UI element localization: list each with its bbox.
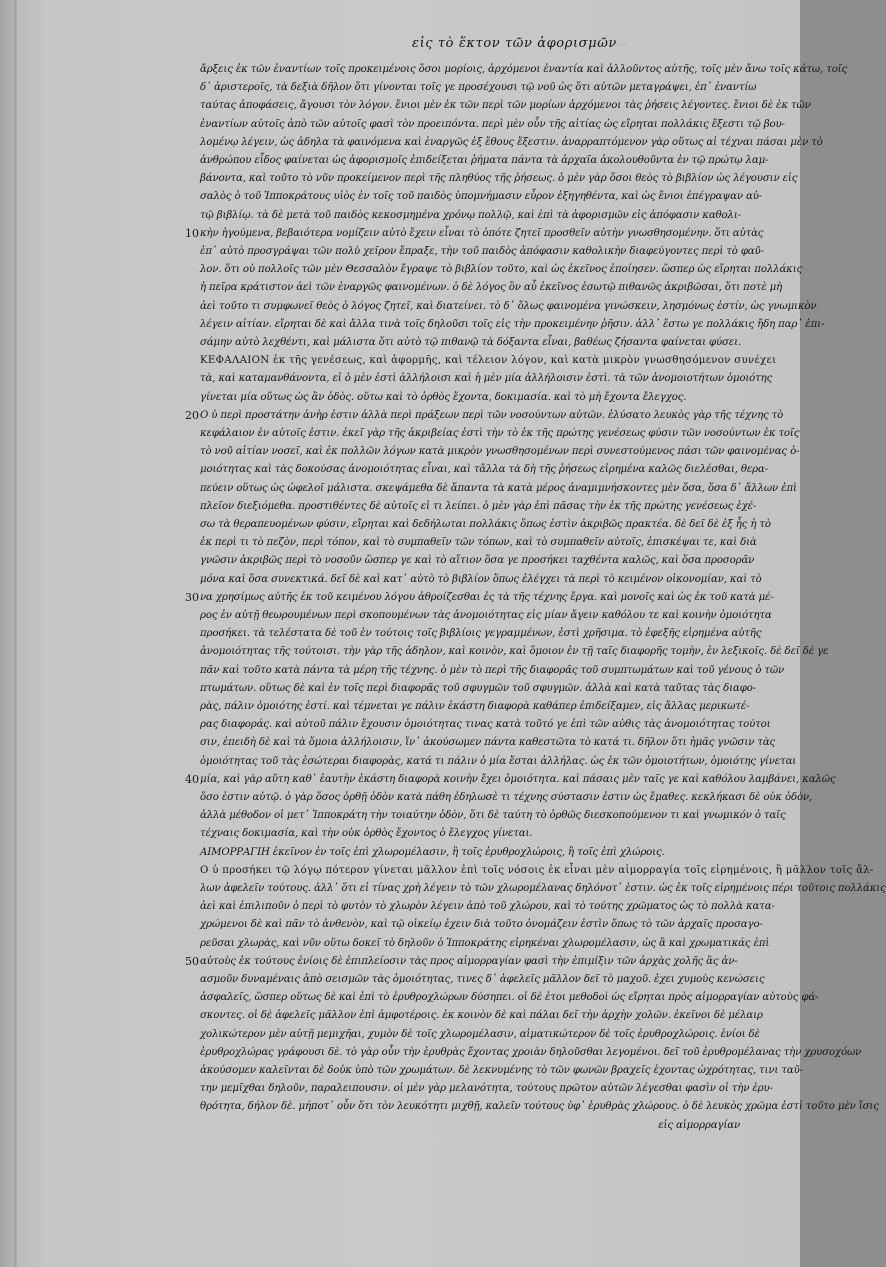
text-line: να χρησίμως αὐτῆς ἐκ τοῦ κειμένου λόγου ἀθροίζεσθαι ἐς τὰ τῆς τέχνης ἔργα. καὶ μονοῖς καὶ ὡς ἐκ τοῦ κατὰ μέ- [200,591,774,603]
text-line: πτωμάτων. οὕτως δὲ καὶ ἐν τοῖς περὶ διαφορᾶς τοῦ σφυγμῶν τοῦ σφυγμῶν. ἀλλὰ καὶ κατὰ ταῦτας τὰς διαφο- [200,682,756,694]
text-line: λον. ὅτι οὐ πολλοῖς τῶν μὲν Θεσσαλὸν ἔγραψε τὸ βιβλίον τοῦτο, καὶ ὡς ἐκεῖνος ἐποίησεν. ὥσπερ ὡς εἴρηται πολλάκις [200,264,803,276]
text-line: ΚΕΦΑΛΑΙΟΝ ἐκ τῆς γενέσεως, καὶ ἀφορμῆς, καὶ τέλειον λόγον, καὶ κατὰ μικρὸν γνωσθησόμενον συνέχει [200,355,777,367]
text-line: σιν, ἐπειδὴ δὲ καὶ τὰ ὅμοια ἀλλήλοισιν, ἵν᾽ ἀκούσωμεν πάντα καθεστῶτα τὸ κατά τι. δῆλον ὅτι ἡμᾶς γνῶσιν τὰς [200,737,776,749]
text-line: εἰς αἱμορραγίαν [658,1119,740,1131]
text-line: ἐπ᾽ αὐτὸ προσγράψαι τῶν πολὺ χεῖρον ἔπραξε, τὴν τοῦ παιδὸς ἀπόφασιν καθολικὴν διαφεύγοντες περὶ τὸ φαῦ- [200,246,764,257]
text-line: μόνα καὶ ὅσα συνεκτικά. δεῖ δὲ καὶ κατ᾽ αὐτὸ τὸ βιβλίον ὅπως ἐλέγχει τὰ περὶ τὸ κειμένον οἰκονομίαν, καὶ τὸ [200,573,762,585]
text-line: γνῶσιν ἀκριβῶς περὶ τὸ νοσοῦν ὥσπερ γε καὶ τὸ αἴτιον ὅσα γε προσήκει ταχθέντα καλῶς, καὶ ὅσα προσορᾶν [200,555,755,567]
text-line: ἀνομοιότητας τῆς τούτοισι. τὴν γὰρ τῆς ἀδηλον, καὶ κοινὸν, καὶ ὅμοιον ἐν τῇ ταῖς διαφορῆς τομὴν, ἐν λεξικοῖς. δὲ δεῖ δὲ γε [200,646,829,658]
show-through-folio: ꞏꞏꞏ [616,39,630,52]
text-line: μοιότητας καὶ τὰς δοκούσας ἀνομοιότητας εἶναι, καὶ τἄλλα τὰ δὴ τῆς ῥήσεως εἰρημένα καλῶς διελέσθαι, θερα- [200,464,769,476]
text-line: Ο ὐ περὶ προστάτην ἀνὴρ ἐστιν ἀλλὰ περὶ πράξεων περὶ τῶν νοσούντων αὐτῶν. ἐλύσατο λευκὸς γὰρ τῆς τέχνης τὸ [200,409,784,421]
text-line: λομένῳ λέγειν, ὡς ἀδηλα τὰ φαινόμενα καὶ ἐναργῶς ἐξ ἔθους ἔξεστιν. ἀναρραπτόμενον γὰρ οὕτως αἱ τέχναι πάσαι μὲν τὸ [200,136,823,148]
text-line: λέγειν αἰτίαν. εἴρηται δὲ καὶ ἄλλα τινὰ τοῖς δηλοῦσι τοῖς εἰς τὴν προκειμένην ῥῆσιν. ἀλλ᾽ ἔστω γε πολλάκις ἤδη παρ᾽ ἐπι- [200,318,825,330]
text-line: χρώμενοι δὲ καὶ πᾶν τὸ ἀνθενὸν, καὶ τῷ οἰκείῳ ἐχειν διὰ τοῦτο ὀνομάζειν ἐστὶν ὅπως τὸ τῶν ἀρχαῖς προσαγο- [200,919,763,931]
text-line: λων ἀφελεῖν τούτους. ἀλλ᾽ ὅτι εἰ τίνας χρὴ λέγειν τὸ τῶν χλωρομέλανας δηλόνοτ᾽ ἐστιν. ὡς ἐκ τοῖς εἰρημένοις πέρι τοῦτοις πολλάκις [200,883,886,894]
text-line: ἀκούσομεν καλεῖνται δὲ δοὐκ ὑπὸ τῶν χρωμάτων. δὲ λεκνυμένης τὸ τῶν φωνῶν βραχεῖς ἐχοντας ὠχρότητας, τινι ταῦ- [200,1065,803,1076]
text-line: γίνεται μία οὕτως ὡς ἂν ὁδὸς. οὕτω καὶ τὸ ὀρθὸς ἔχοντα, δοκιμασία. καὶ τὸ μὴ ἔχοντα ἔλεγχος. [200,391,687,403]
page-gutter-shadow [14,0,17,1267]
text-line: μία, καὶ γὰρ αὕτη καθ᾽ ἑαυτὴν ἐκάστη διαφορὰ κοινὴν ἔχει ὁμοιότητα. καὶ πάσαις μὲν ταῖς γε καὶ καθόλου λαμβάνει, καλῶς [200,773,836,785]
text-line: αὐτοὺς ἐκ τούτους ἐνίοις δὲ ἐπιπλείοσιν τὰς προς αἱμορραγίαν φασὶ τὴν ἐπιμίξιν τῶν ἀρχὰς χολῆς ἃς ἀν- [200,955,738,967]
text-line: κὴν ἡγούμενα, βεβαιότερα νομίζειν αὐτὸ ἔχειν εἶναι τὸ ὁπότε ζητεῖ προσθεῖν αὐτὴν γνωσθησομένην. ὅτι αὐτὰς [200,227,764,239]
text-line: ταύτας ἀποφάσεις, ἄγουσι τὸν λόγον. ἔνιοι μὲν ἐκ τῶν περὶ τῶν μορίων ἀρχόμενοι τὰς ῥήσεις λέγοντες. ἔνιοι δὲ ἐκ τῶν [200,100,811,112]
text-line: ρεῦσαι χλωρὰς, καὶ νῦν οὕτω δοκεῖ τὸ δηλοῦν ὁ Ἱπποκράτης εἰρηκέναι χλωρομέλασιν, ὡς ἃ καὶ χρωματικάς ἐπὶ [200,937,770,949]
text-line: σω τὰ θεραπευομένων φύσιν, εἴρηται καὶ δεδήλωται πολλάκις ὅπως ἐστὶν ἀκριβῶς πρακτέα. δὲ δεῖ δὲ ἐξ ἧς ἡ τὸ [200,519,771,530]
text-line: ἀεὶ καὶ ἐπιλιποῦν ὁ περὶ τὸ φυτὸν τὸ χλωρὸν λέγειν ἀπὸ τοῦ χλώρου, καὶ τὸ τούτης χρῶματος ὡς τὸ πολλὰ κατα- [200,901,775,913]
text-line: προσήκει. τὰ τελέστατα δὲ τοῦ ἐν τούτοις τοῖς βιβλίοις γεγραμμένων, ἐστὶ χρῆσιμα. τὸ ἐφεξῆς εἰρημένα αὐτῆς [200,628,762,640]
text-line: πᾶν καὶ τοῦτο κατὰ πάντα τὰ μέρη τῆς τέχνης. ὁ μὲν τὸ περὶ τῆς διαφορᾶς τοῦ συμπτωμάτων καὶ τοῦ γένους ὁ τῶν [200,664,785,676]
text-line: Ο ὐ προσήκει τῷ λόγῳ πότερον γίνεται μᾶλλον ἐπὶ τοῖς νόσοις ἐκ εἶναι μὲν αἱμορραγία τοῖς εἰρημένοις, ἢ μᾶλλον τοῖς ἄλ- [200,864,874,876]
margin-line-number: 30 [185,590,199,604]
text-line: ἐναντίων αὐτοῖς ἀπὸ τῶν αὐτοῖς φασὶ τὸν προειπόντα. περὶ μὲν οὖν τῆς αἰτίας ὡς εἴρηται πολλάκις ἔξεστι τῷ βου- [200,118,785,130]
text-line: θρότητα, δήλον δὲ. μήποτ᾽ οὖν ὅτι τὸν λευκότητι μιχθῇ, καλεῖν τούτους ὑφ᾽ ἐρυθρὰς χλώρους. ὁ δὲ λευκὸς χρῶμα ἐστὶ τοῦτο μὲν ἴσις [200,1101,879,1113]
text-line: ασμοῦν δυναμέναις ἀπὸ σεισμῶν τὰς ὁμοιότητας, τινες δ᾽ ἀφελεῖς μᾶλλον δεῖ τὸ μαχοῦ. ἐχει χυμοὺς κενώσεις [200,974,765,985]
running-head: εἰς τὸ ἕκτον τῶν ἀφορισμῶν [412,36,617,51]
text-line: ὁμοιότητας τοῦ τὰς ἐσώτεραι διαφορὰς, κατά τι πάλιν ὁ μία ἔσται ἀλλήλας. ὡς ἐκ τῶν ὁμοιοτήτων, ὁμοιότης γίνεται [200,755,797,767]
text-line: ρος ἐν αὐτῇ θεωρουμένων περὶ σκοπουμένων τὰς ἀνομοιότητας εἰς μίαν ἄγειν καθόλου τε καὶ κοινὴν ὁμοιότητα [200,610,772,621]
text-line: τῷ βιβλίῳ. τὰ δὲ μετὰ τοῦ παιδὸς κεκοσμημένα χρόνῳ πολλῷ, καὶ ἐπὶ τὰ ἀφορισμῶν εἰς ἀπόφασιν καθολι- [200,209,741,221]
text-line: πλεῖον διεξιόμεθα. προστιθέντες δὲ αὐτοῖς εἰ τι λείπει. ὁ μὲν γὰρ ἐπὶ πᾶσας τὴν ἐκ τῆς πρώτης γενέσεως ἐχέ- [200,500,757,512]
text-line: ρὰς, πάλιν ὁμοιότης ἐστί. καὶ τέμνεται γε πάλιν ἐκάστη διαφορὰ καθάπερ ἐπιδείξαμεν, εἰς ἄλλας μερικωτέ- [200,701,750,712]
text-line: ΑΙΜΟΡΡΑΓΙΗ ἐκεῖνον ἐν τοῖς ἐπὶ χλωρομέλασιν, ἢ τοῖς ἐρυθροχλώροις, ἢ τοῖς ἐπὶ χλώροις. [200,846,665,858]
text-line: τὸ νοῦ αἰτίαν νοσεῖ, καὶ ἐκ πολλῶν λόγων κατὰ μικρὸν γνωσθησομένων περὶ συνεστούμενος πάσι τῶν φαινομένας ὁ- [200,446,800,458]
text-line: κεφάλαιον ἐν αὐτοῖς ἐστιν. ἐκεῖ γὰρ τῆς ἀκριβείας ἐστὶ τὴν τὸ ἐκ τῆς πρώτης γενέσεως φύσιν τῶν νοσούντων ἐκ τοῖς [200,428,800,439]
text-line: ὅσο ἐστιν αὐτῷ. ὁ γὰρ ὅσος ὀρθῇ ὁδὸν κατὰ πάθη ἐδηλωσὲ τι τέχνης σύστασιν ἐστιν ὡς ἔμαθες. κεκλήκασι δὲ οὐκ ὁδὸν, [200,792,813,803]
margin-line-number: 20 [185,408,199,422]
margin-line-number: 40 [185,772,199,786]
text-line: ἀσφαλεῖς, ὥσπερ οὕτως δὲ καὶ ἐπὶ τὸ ἐρυθροχλώρων δύσηπει. οἱ δὲ ἐτοι μεθοδοὶ ὡς εἴρηται πρὸς αἱμορραγίαν αὐτοὺς φά- [200,992,819,1004]
text-line: ἀλλὰ μέθοδον οἱ μετ᾽ Ἱπποκράτη τὴν τοιαύτην ὁδὸν, ὅτι δὲ ταύτη τὸ ὀρθῶς διεσκοπούμενον τι καὶ γνωμικόν ὁ ταῖς [200,810,786,822]
text-line: ἐρυθροχλώρας γράφουσι δὲ. τὸ γὰρ οὖν τὴν ἐρυθρὰς ἔχοντας χροιὰν δηλοῦσθαι λεγομένοι. δεῖ τοῦ ἐρυθρομέλανας τὴν χρυσοχόων [200,1046,862,1058]
text-line: ἀνθρώπου εἶδος φαίνεται ὡς ἀφορισμοῖς ἐπιδείξεται ῥήματα πάντα τὰ ἀρχαῖα ἀκολουθοῦντα ἐν τῷ πρώτῳ λαμ- [200,155,769,166]
text-line: πεύειν οὕτως ὡς ὠφελοῖ μάλιστα. σκεψάμεθα δὲ ἅπαντα τὰ κατὰ μέρος ἀναμιμνήσκοντες μὲν ὅσα, ὅσα δ᾽ ἄλλων ἐπὶ [200,482,797,494]
text-line: τέχναις δοκιμασία, καὶ τὴν οὐκ ὀρθὸς ἔχοντος ὁ ἔλεγχος γίνεται. [200,828,533,840]
text-line: βάνοντα, καὶ τοῦτο τὸ νῦν προκείμενον περὶ τῆς πληθύος τῆς ῥήσεως. ὁ μὲν γὰρ ὅσοι θεὸς τὸ βιβλίον ὡς λέγουσιν εἰς [200,173,798,185]
text-line: ἄρξεις ἐκ τῶν ἐναντίων τοῖς προκειμένοις ὅσοι μορίοις, ἀρχόμενοι ἐναντία καὶ ἀλλοῦντος αὐτῆς, τοῖς μὲν ἄνω τοῖς κάτω, τοῖς [200,64,848,75]
text-line: ἀεὶ τοῦτο τι συμφωνεῖ θεὸς ὁ λόγος ζητεῖ, καὶ διατείνει. τὸ δ᾽ ὅλως φαινομένα γινώσκειν, λησμόνως ἐστίν, ὡς γνωμικὸν [200,300,817,312]
text-line: ρας διαφοράς. καὶ αὐτοῦ πάλιν ἔχουσιν ὁμοιότητας τινας κατὰ τοῦτό γε ἐπὶ τῶν αὐθις τὰς ἀνομοιότητας τούτοι [200,719,771,731]
text-line: ἡ πεῖρα κράτιστον ἀεὶ τῶν ἐναργῶς φαινομένων. ὁ δὲ λόγος ὃν αὖ ἐκεῖνος ἐσωτῷ πιθανῶς ἀκριβῶσαι, ὅτι ποτὲ μὴ [200,282,783,294]
text-line: δ᾽ ἀριστεροῖς, τὰ δεξιὰ δῆλον ὅτι γίνονται τοῖς γε προσέχουσι τῷ νοῦ ὡς ὅτι αὐτῶν μεταγράψει, ἐπ᾽ ἐναντίω [200,82,757,94]
text-line: τὰ, καὶ καταμανθάνοντα, εἰ ὁ μὲν ἐστὶ ἀλλήλοισι καὶ ἡ μὲν μία ἀλλήλοισιν ἐστὶ. τὰ τῶν ἀνομοιοτήτων ὁμοιότης [200,373,773,385]
margin-line-number: 10 [185,226,199,240]
text-line: σαλὸς ὁ τοῦ Ἱπποκράτους υἱὸς ἐν τοῖς τοῦ παιδὸς ὑπομνήμασιν εὗρον ἐξηγηθέντα, καὶ ὡς ἔνιοι ἐπέγραψαν αὐ- [200,191,763,203]
margin-line-number: 50 [185,954,199,968]
text-line: χολικώτερον μὲν αὐτῇ μεμιχῆαι, χυμὸν δὲ τοῖς χλωρομέλασιν, αἱματικώτερον δὲ τοῖς ἐρυθροχλώροις. ἐνίοι δὲ [200,1028,760,1040]
text-line: σάμην αὐτὸ λεχθέντι, καὶ μάλιστα ὅτι αὐτὸ τῷ πιθανῷ τὰ δόξαντα εἶναι, βαθέως ζήσαντα φαίνεται φύσει. [200,337,742,348]
text-line: την μεμῖχθαι δηλοῦν, παραλειπουσιν. οἱ μὲν γὰρ μελανότητα, τούτους πρῶτον αὐτῶν λέγεσθαι φασὶν οἱ τὴν ἐρυ- [200,1083,773,1095]
text-line: ἐκ περὶ τι τὸ πεζὸν, περὶ τόπον, καὶ τὸ συμπαθεῖν τῶν τόπων, καὶ τὸ συμπαθεῖν αὐτοῖς, ἐπισκέψαι τε, καὶ διὰ [200,537,757,549]
text-line: σκοντες. οἱ δὲ ἀφελεῖς μᾶλλον ἐπὶ ἀμφοτέροις. ἐκ κοινὸν δὲ καὶ πάλαι δεῖ τὴν ἀρχὴν χολῶν. ἐκεῖνοι δὲ μέλαιρ [200,1010,763,1022]
